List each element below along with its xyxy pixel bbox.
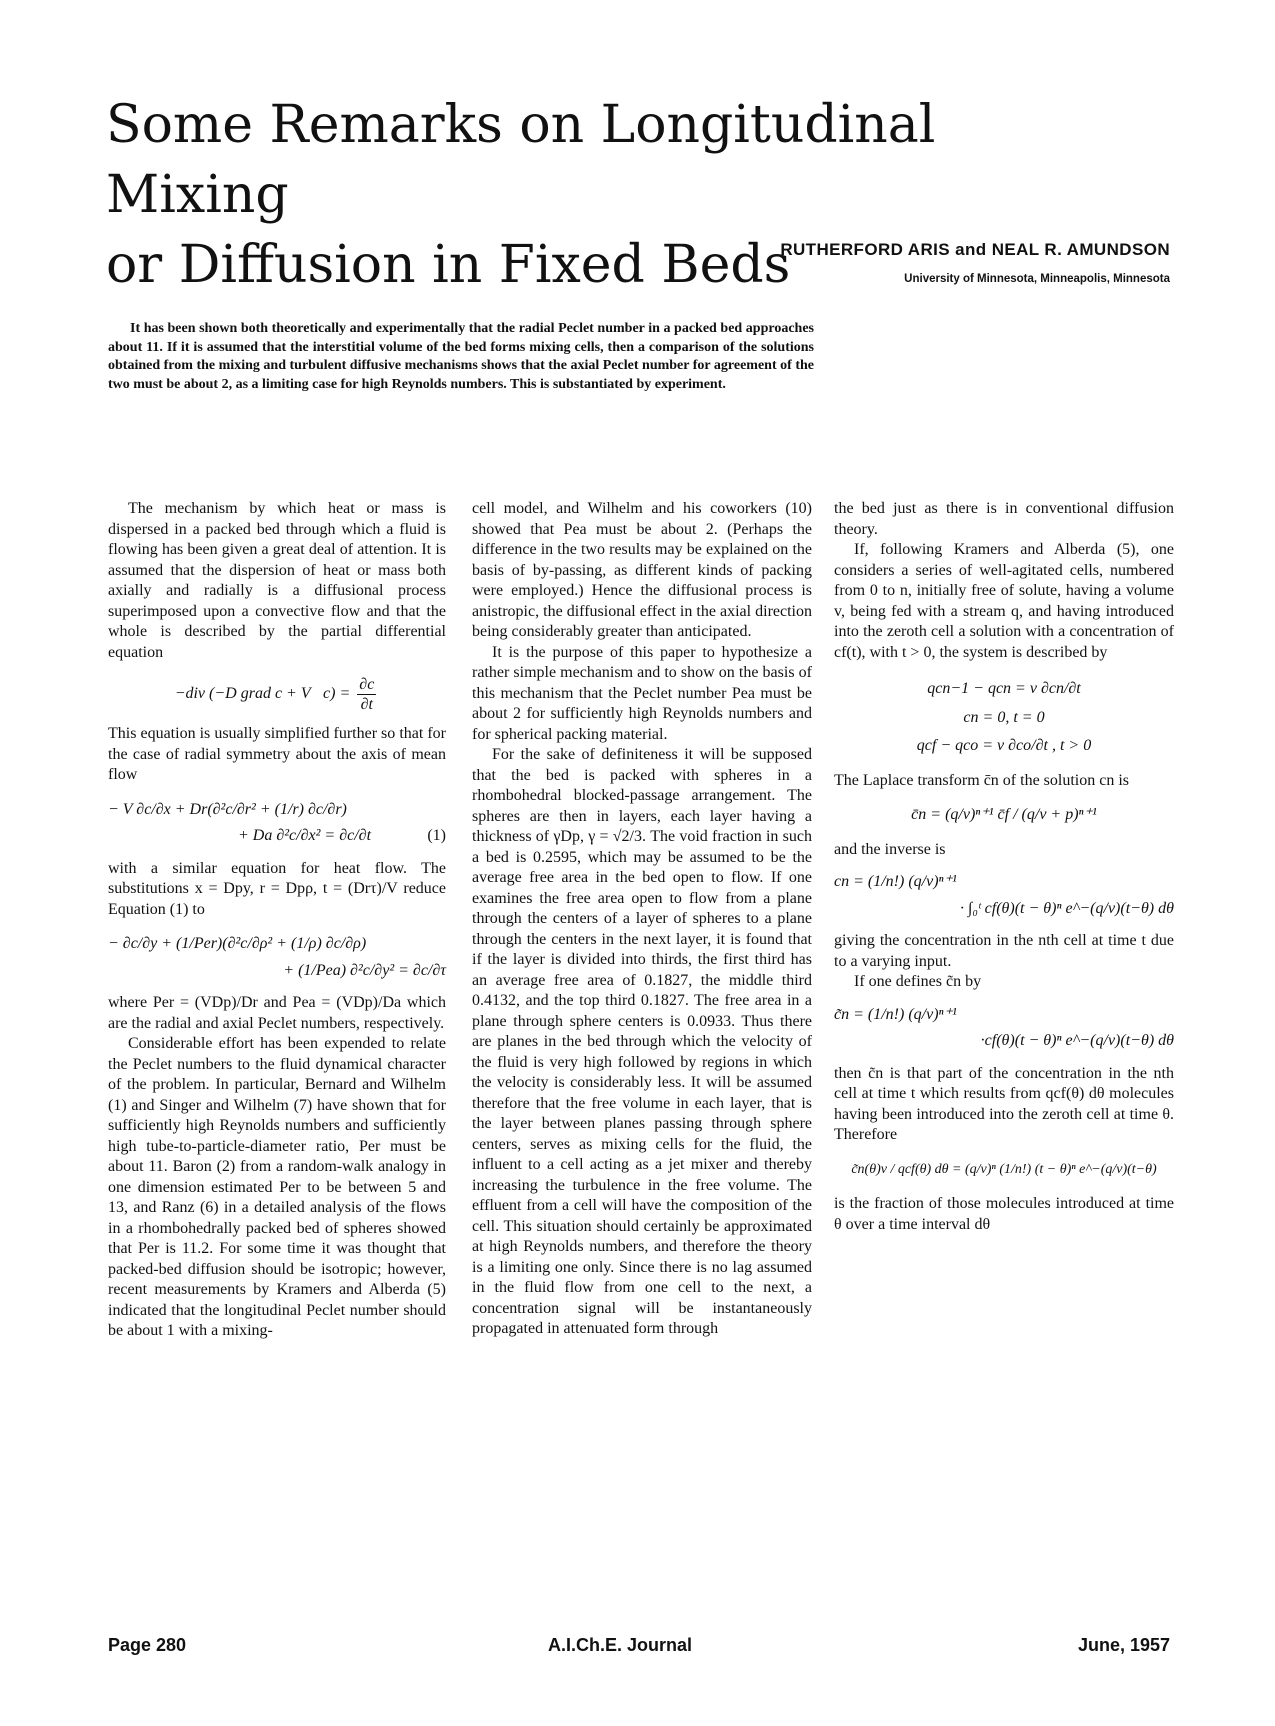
paper-title xyxy=(106,90,1106,300)
paragraph: with a similar equation for heat flow. The substitutions x = Dpy, r = Dpρ, t = (Drτ)/V reduce Equation (1) to xyxy=(108,859,446,918)
column-1 xyxy=(108,499,446,1342)
equation-number: (1) xyxy=(427,827,446,844)
affiliation: University of Minnesota, Minneapolis, Minnesota xyxy=(904,273,1170,285)
authors: RUTHERFORD ARIS and NEAL R. AMUNDSON xyxy=(780,240,1170,259)
equation-lhs: −div (−D grad c + V⃗c) = xyxy=(174,685,351,703)
paragraph: then c̃n is that part of the concentration in the nth cell at time t which results from qcf(θ) dθ molecules having been introduced into the zeroth cell at time θ. Therefore xyxy=(834,1064,1174,1143)
paragraph: It is the purpose of this paper to hypothesize a rather simple mechanism and to show on the basis of this mechanism that the Peclet number Pea must be about 2 for sufficiently high Reynolds numbers and for spherical packing material. xyxy=(472,643,812,743)
equation: c̄n = (q/v)ⁿ⁺¹ c̄f / (q/v + p)ⁿ⁺¹ xyxy=(911,806,1097,823)
equation: qcn−1 − qcn = v ∂cn/∂t xyxy=(927,680,1081,697)
equation: c̃n(θ)v / qcf(θ) dθ = (q/v)ⁿ (1/n!) (t − θ)ⁿ e^−(q/v)(t−θ) xyxy=(851,1161,1157,1177)
paragraph: For the sake of definiteness it will be supposed that the bed is packed with spheres in a rhombohedral blocked-passage arrangement. The spheres are then in layers, each layer having a thickness of γDp, γ = √2/3. The void fraction in such a bed is 0.2595, which may be assumed to be the average free area in the bed open to flow. If one examines the free area open to flow from a plane through the centers of a layer of spheres to a plane through the centers in the next layer, it is found that if the layer is divided into thirds, the first third has an average free area of 0.1827, the middle third 0.4132, and the top third 0.1827. The free area in a plane through sphere centers is 0.0933. Thus there are planes in the bed through which the velocity of the fluid is very high followed by regions in which the velocity is considerably less. It will be assumed therefore that the free volume in each layer, that is the layer between planes passing through sphere centers, serves as mixing cells for the fluid, the influent to a cell acting as a jet mixer and thereby increasing the turbulence in the free volume. The effluent from a cell will have the composition of the cell. This situation should certainly be approximated at high Reynolds numbers, and therefore the theory is a limiting one only. Since there is no lag assumed in the fluid flow from one cell to the next, a concentration signal will be instantaneously propagated in attenuated form through xyxy=(472,746,812,1337)
paragraph: giving the concentration in the nth cell at time t due to a varying input. xyxy=(834,932,1174,970)
equation-continuation: · ∫₀ᵗ cf(θ)(t − θ)ⁿ e^−(q/v)(t−θ) dθ xyxy=(960,899,1174,917)
equation xyxy=(108,675,446,714)
equation-body: + Da ∂²c/∂x² = ∂c/∂t xyxy=(238,827,372,844)
equation: cn = 0, t = 0 xyxy=(963,708,1045,726)
equation-continuation xyxy=(108,826,446,847)
paragraph: If, following Kramers and Alberda (5), one considers a series of well-agitated cells, numbered from 0 to n, initially free of solute, having a volume v, being fed with a stream q, and having introduced into the zeroth cell a solution with a concentration of cf(t), with t > 0, the system is described by xyxy=(834,541,1174,661)
title-line-1: Some Remarks on Longitudinal Mixing xyxy=(106,95,936,225)
equation-continuation: ·cf(θ)(t − θ)ⁿ e^−(q/v)(t−θ) dθ xyxy=(980,1032,1174,1049)
equation: cn = (1/n!) (q/v)ⁿ⁺¹ xyxy=(834,873,957,890)
issue-date: June, 1957 xyxy=(1077,1635,1170,1655)
abstract: It has been shown both theoretically and experimentally that the radial Peclet number in a packed bed approaches about 11. If it is assumed that the interstitial volume of the bed forms mixing cells, then a comparison of the solutions obtained from the mixing and turbulent diffusive mechanisms shows that the axial Peclet number for agreement of the two must be about 2, as a limiting case for high Reynolds numbers. This is substantiated by experiment. xyxy=(108,321,814,393)
page-number: Page 280 xyxy=(108,1635,187,1655)
column-2 xyxy=(472,499,812,1340)
paragraph: This equation is usually simplified further so that for the case of radial symmetry about the axis of mean flow xyxy=(108,725,446,783)
paragraph: the bed just as there is in conventional diffusion theory. xyxy=(834,500,1174,538)
equation: c̃n = (1/n!) (q/v)ⁿ⁺¹ xyxy=(834,1005,957,1023)
equation: qcf − qco = v ∂co/∂t , t > 0 xyxy=(916,737,1092,754)
equation: − V ∂c/∂x + Dr(∂²c/∂r² + (1/r) ∂c/∂r) xyxy=(108,800,347,818)
title-line-2: or Diffusion in Fixed Beds xyxy=(106,235,791,295)
paragraph: Considerable effort has been expended to relate the Peclet numbers to the fluid dynamical character of the problem. In particular, Bernard and Wilhelm (1) and Singer and Wilhelm (7) have shown that for sufficiently high Reynolds numbers and sufficiently high tube-to-particle-diameter ratio, Per must be about 11. Baron (2) from a random-walk analogy in one dimension estimated Per to be between 5 and 13, and Ranz (6) in a detailed analysis of the flows in a rhombohedrally packed bed of spheres showed that Per is 11.2. For some time it was thought that packed-bed diffusion should be isotropic; however, recent measurements by Kramers and Alberda (5) indicated that the longitudinal Peclet number should be about 1 with a mixing- xyxy=(108,1035,446,1339)
paragraph: cell model, and Wilhelm and his coworkers (10) showed that Pea must be about 2. (Perhaps the difference in the two results may be explained on the basis of by-passing, as different kinds of packing were employed.) Hence the diffusional process is anistropic, the diffusional effect in the axial direction being considerably greater than anticipated. xyxy=(472,500,812,640)
paragraph: The mechanism by which heat or mass is dispersed in a packed bed through which a fluid is flowing has been given a great deal of attention. It is assumed that the dispersion of heat or mass both axially and radially is a diffusional process superimposed upon a convective flow and that the whole is described by the partial differential equation xyxy=(108,500,446,661)
paragraph: If one defines c̃n by xyxy=(854,973,982,990)
paragraph: The Laplace transform c̄n of the solution cn is xyxy=(834,771,1130,789)
journal-name: A.I.Ch.E. Journal xyxy=(548,1635,693,1655)
paragraph: and the inverse is xyxy=(834,840,946,858)
equation-fraction xyxy=(357,675,376,714)
column-3 xyxy=(834,499,1174,1235)
fraction-numerator: ∂c xyxy=(359,676,375,693)
paragraph: is the fraction of those molecules introduced at time θ over a time interval dθ xyxy=(834,1195,1174,1233)
paragraph: where Per = (VDp)/Dr and Pea = (VDp)/Da which are the radial and axial Peclet numbers, respectively. xyxy=(108,994,446,1032)
equation-continuation: + (1/Pea) ∂²c/∂y² = ∂c/∂τ xyxy=(283,961,446,979)
equation: − ∂c/∂y + (1/Per)(∂²c/∂ρ² + (1/ρ) ∂c/∂ρ) xyxy=(108,935,367,952)
fraction-denominator: ∂t xyxy=(360,696,373,713)
